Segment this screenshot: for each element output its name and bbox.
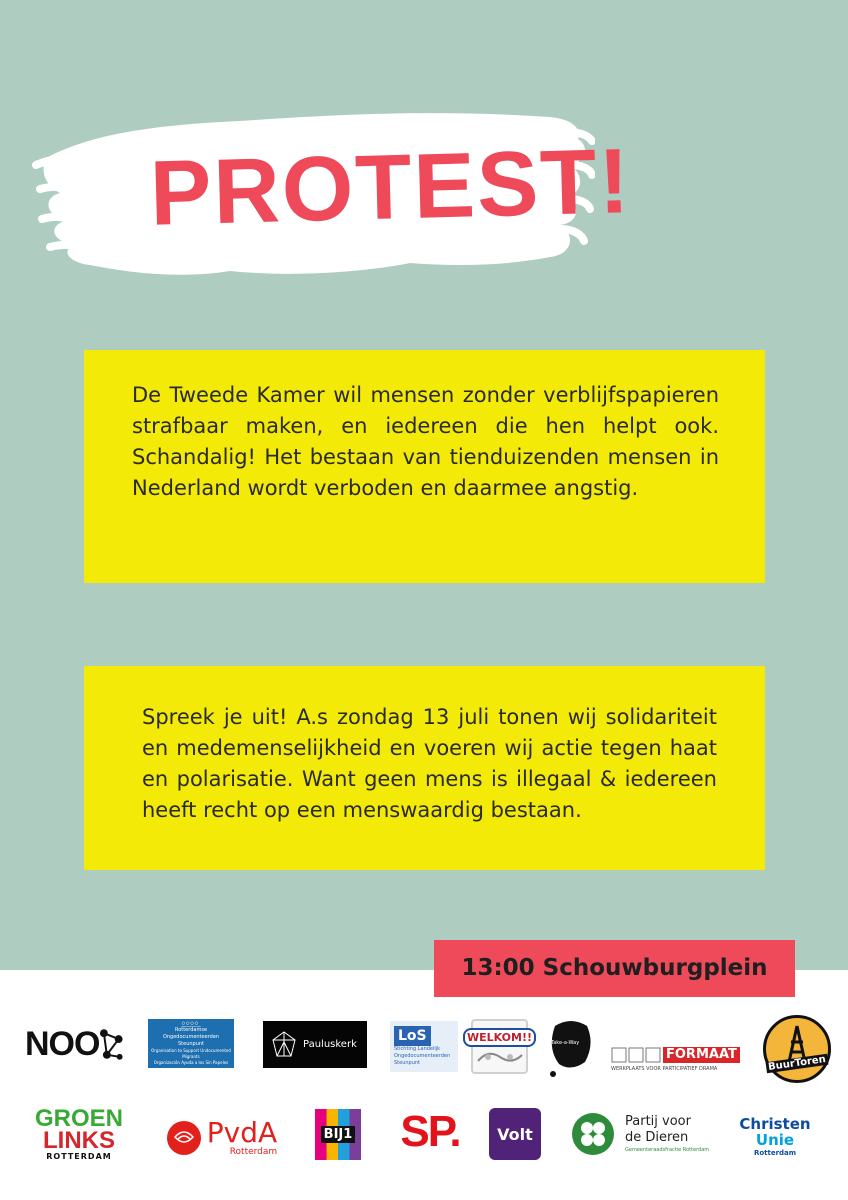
rose-icon <box>165 1119 203 1157</box>
network-icon <box>99 1025 125 1065</box>
los-line-1: Stichting Landelijk <box>394 1046 441 1052</box>
pvdd-line-1: Partij voor <box>625 1113 691 1129</box>
welkom-logo <box>466 1019 533 1074</box>
rotterdam-line-1: Rotterdamse Ongedocumenteerden Steunpunt <box>162 1027 220 1047</box>
pvdd-line-3: Gemeenteraadsfractie Rotterdam <box>625 1146 710 1153</box>
geometric-head-icon <box>271 1030 297 1060</box>
welkom-text: WELKOM!! <box>463 1028 536 1047</box>
paragraph-2: Spreek je uit! A.s zondag 13 juli tonen wij solidariteit en medemenselijkheid en voeren wij actie tegen haat en polarisatie. Want geen mens is illegaal & iedereen heeft recht op een menswaardig bestaan. <box>142 705 717 822</box>
cu-line-1: Christen <box>739 1115 811 1133</box>
noo-logo <box>25 1022 125 1067</box>
info-box-2 <box>84 666 765 870</box>
groenlinks-line-2: LINKS <box>43 1126 115 1154</box>
formaat-figures-icon <box>611 1047 663 1063</box>
groenlinks-line-1: GROEN <box>34 1104 123 1132</box>
bij1-logo <box>315 1109 361 1160</box>
take-a-way-text: Take-a-Way <box>551 1040 580 1046</box>
rotterdam-line-3: Organización Ayuda a los Sin Papeles <box>153 1060 229 1065</box>
take-a-way-logo <box>547 1018 595 1080</box>
los-logo <box>390 1021 458 1072</box>
paragraph-1: De Tweede Kamer wil mensen zonder verblijfspapieren strafbaar maken, en iedereen die hen helpt ook. Schandalig! Het bestaan van tienduizenden mensen in Nederland wordt verboden en daarmee angstig. <box>132 383 719 500</box>
pvda-name: PvdA <box>206 1116 278 1149</box>
formaat-mark: FORMAAT <box>663 1047 740 1063</box>
los-line-3: Steunpunt <box>394 1060 421 1066</box>
protest-headline: PROTEST! <box>148 130 633 245</box>
groenlinks-logo <box>30 1105 128 1163</box>
volt-logo <box>489 1108 541 1160</box>
welkom-illustration-icon <box>476 1047 524 1065</box>
pvdd-line-2: de Dieren <box>625 1129 689 1145</box>
volt-text: Volt <box>497 1124 533 1144</box>
take-a-way-icon <box>547 1018 595 1080</box>
bij1-text: BIJ1 <box>321 1126 356 1143</box>
los-line-2: Ongedocumenteerden <box>394 1053 451 1059</box>
pvda-logo <box>156 1114 286 1162</box>
buurtoren-logo <box>763 1015 831 1083</box>
partij-voor-de-dieren-logo <box>571 1105 731 1163</box>
time-location-banner: 13:00 Schouwburgplein <box>434 940 795 997</box>
formaat-subtitle: WERKPLAATS VOOR PARTICIPATIEF DRAMA <box>611 1065 718 1072</box>
pvdd-text-group <box>625 1114 709 1155</box>
christenunie-logo <box>735 1112 815 1162</box>
groenlinks-line-3: ROTTERDAM <box>46 1151 112 1161</box>
pvda-subtitle: Rotterdam <box>229 1147 278 1157</box>
pvda-text-group <box>206 1116 278 1157</box>
los-mark: LoS <box>394 1026 431 1046</box>
formaat-row <box>611 1047 740 1063</box>
pauluskerk-text: Pauluskerk <box>303 1039 357 1050</box>
cu-line-3: Rotterdam <box>753 1149 797 1157</box>
clover-icon <box>571 1112 615 1156</box>
sp-logo <box>395 1104 465 1160</box>
pauluskerk-logo <box>263 1021 367 1068</box>
sponsor-footer <box>0 970 848 1200</box>
sp-text: SP. <box>400 1107 460 1156</box>
noo-logo-text: NOO <box>25 1025 100 1063</box>
rotterdam-steunpunt-logo <box>148 1019 234 1068</box>
rotterdam-line-2: Organisation to Support Undocumented Migrants <box>151 1048 231 1059</box>
buurtoren-text: BuurToren <box>767 1054 827 1073</box>
info-box-1 <box>84 350 765 583</box>
formaat-logo <box>611 1044 741 1074</box>
cu-line-2: Unie <box>755 1131 795 1149</box>
